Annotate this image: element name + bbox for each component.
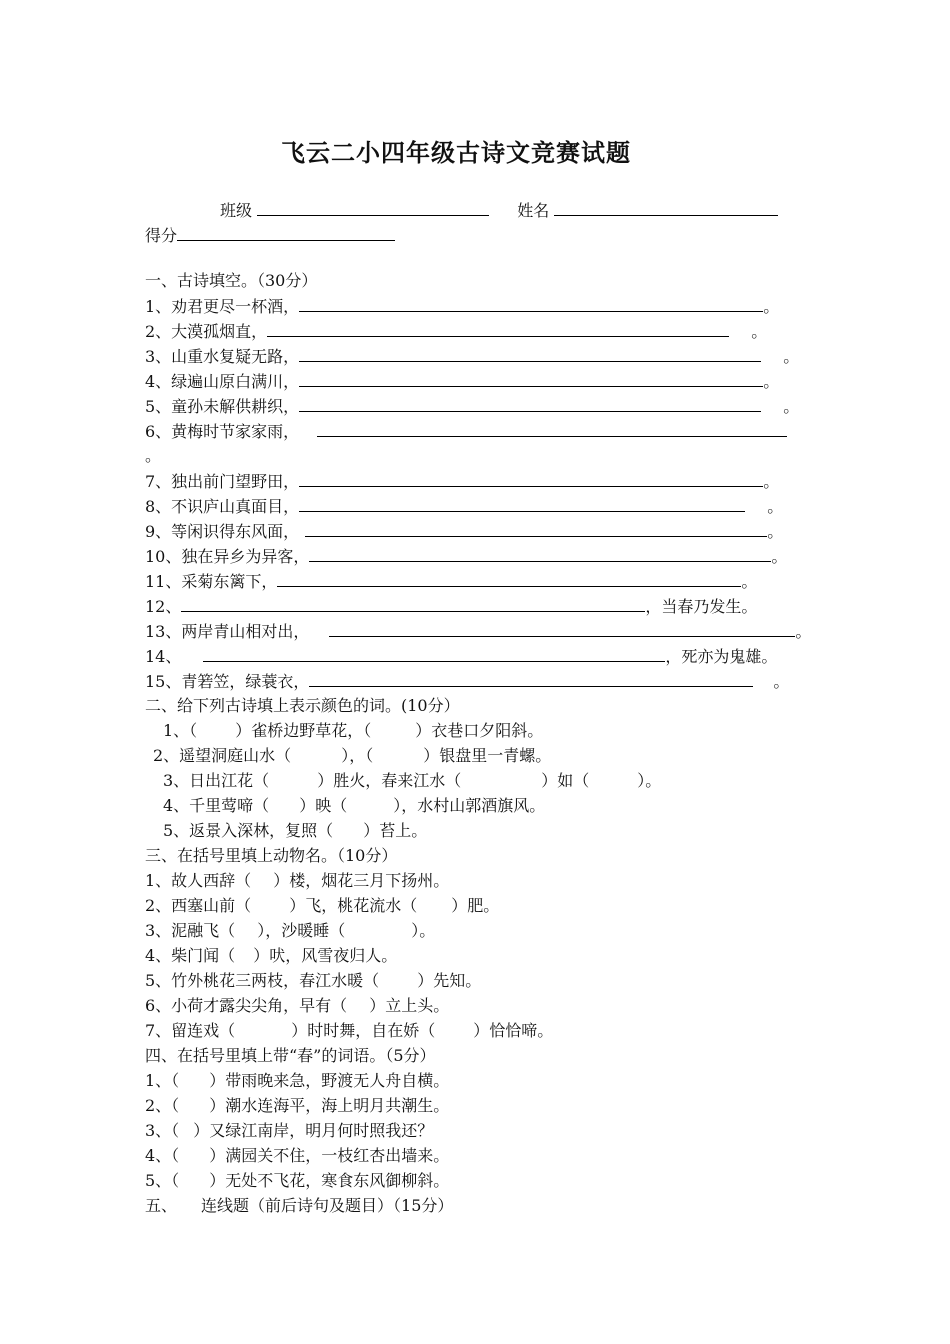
text: 3、日出江花（ bbox=[163, 771, 270, 790]
text: ）胜火，春来江水（ bbox=[317, 771, 462, 790]
text: ）映（ bbox=[299, 796, 348, 815]
poem-6 bbox=[145, 421, 787, 442]
text: ）无处不飞花，寒食东风御柳斜。 bbox=[209, 1171, 450, 1190]
animal-2 bbox=[145, 896, 499, 916]
text: 4、柴门闻（ bbox=[145, 946, 236, 965]
score-blank[interactable] bbox=[177, 225, 395, 241]
text: ）满园关不住，一枝红杏出墙来。 bbox=[209, 1146, 450, 1165]
poem-7 bbox=[145, 471, 779, 492]
text: ）带雨晚来急，野渡无人舟自横。 bbox=[209, 1071, 450, 1090]
poem-4 bbox=[145, 371, 779, 392]
poem-12-tail: ，当春乃发生。 bbox=[645, 597, 758, 616]
section-5-number: 五、 bbox=[145, 1196, 178, 1215]
poem-15-prompt: 15、青箬笠，绿蓑衣， bbox=[145, 672, 310, 691]
period: 。 bbox=[763, 372, 780, 391]
poem-11-prompt: 11、采菊东篱下， bbox=[145, 572, 278, 591]
poem-2 bbox=[145, 321, 767, 342]
period: 。 bbox=[767, 522, 784, 541]
poem-9-blank[interactable] bbox=[305, 521, 767, 537]
animal-6 bbox=[145, 996, 449, 1016]
poem-2-blank[interactable] bbox=[267, 321, 729, 337]
spring-4 bbox=[145, 1146, 449, 1166]
text: ）银盘里一青螺。 bbox=[423, 746, 552, 765]
text: 6、小荷才露尖尖角，早有（ bbox=[145, 996, 348, 1015]
animal-7 bbox=[145, 1021, 553, 1041]
text: 2、（ bbox=[145, 1096, 180, 1115]
spring-5 bbox=[145, 1171, 449, 1191]
color-2 bbox=[153, 746, 551, 766]
poem-8-blank[interactable] bbox=[299, 496, 745, 512]
color-4 bbox=[163, 796, 545, 816]
name-blank[interactable] bbox=[554, 200, 778, 216]
period: 。 bbox=[783, 347, 800, 366]
text: 5、返景入深林，复照（ bbox=[163, 821, 334, 840]
animal-5 bbox=[145, 971, 481, 991]
period: 。 bbox=[763, 472, 780, 491]
poem-15 bbox=[145, 671, 789, 692]
poem-15-blank[interactable] bbox=[309, 671, 753, 687]
class-line bbox=[220, 200, 778, 221]
poem-12-blank[interactable] bbox=[181, 596, 645, 612]
text: 1、故人西辞（ bbox=[145, 871, 252, 890]
poem-13-blank[interactable] bbox=[329, 621, 795, 637]
text: ）潮水连海平，海上明月共潮生。 bbox=[209, 1096, 450, 1115]
text: ），水村山郭酒旗风。 bbox=[393, 796, 546, 815]
text: ）恰恰啼。 bbox=[473, 1021, 554, 1040]
text: ）吠，风雪夜归人。 bbox=[253, 946, 398, 965]
text: 2、西塞山前（ bbox=[145, 896, 252, 915]
text: ），（ bbox=[341, 746, 374, 765]
period: 。 bbox=[741, 572, 758, 591]
text: ）苔上。 bbox=[363, 821, 428, 840]
color-1 bbox=[163, 721, 543, 741]
text: 3、（ bbox=[145, 1121, 180, 1140]
period: 。 bbox=[783, 397, 800, 416]
poem-2-prompt: 2、大漠孤烟直， bbox=[145, 322, 268, 341]
spring-2 bbox=[145, 1096, 449, 1116]
class-blank[interactable] bbox=[257, 200, 489, 216]
poem-12 bbox=[145, 596, 757, 617]
text: ）时时舞，自在娇（ bbox=[291, 1021, 436, 1040]
spring-1 bbox=[145, 1071, 449, 1091]
text: 1、（ bbox=[163, 721, 198, 740]
text: 4、（ bbox=[145, 1146, 180, 1165]
section-1-heading: 一、古诗填空。（30分） bbox=[145, 271, 318, 290]
text: ）又绿江南岸，明月何时照我还？ bbox=[193, 1121, 434, 1140]
text: 5、竹外桃花三两枝，春江水暖（ bbox=[145, 971, 380, 990]
section-4-heading: 四、在括号里填上带“春”的词语。（5分） bbox=[145, 1046, 436, 1065]
color-5 bbox=[163, 821, 427, 841]
page-title: 飞云二小四年级古诗文竞赛试题 bbox=[281, 139, 631, 167]
poem-1-blank[interactable] bbox=[299, 296, 763, 312]
poem-14-blank[interactable] bbox=[203, 646, 665, 662]
period: 。 bbox=[795, 622, 812, 641]
text: ）立上头。 bbox=[369, 996, 450, 1015]
poem-5-blank[interactable] bbox=[299, 396, 761, 412]
poem-1 bbox=[145, 296, 779, 317]
poem-9-prompt: 9、等闲识得东风面， bbox=[145, 522, 300, 541]
text: 4、千里莺啼（ bbox=[163, 796, 270, 815]
poem-13 bbox=[145, 621, 811, 642]
poem-3-prompt: 3、山重水复疑无路， bbox=[145, 347, 300, 366]
poem-6-prompt: 6、黄梅时节家家雨， bbox=[145, 422, 300, 441]
text: 5、（ bbox=[145, 1171, 180, 1190]
period: 。 bbox=[767, 497, 784, 516]
text: ）衣巷口夕阳斜。 bbox=[415, 721, 544, 740]
animal-3 bbox=[145, 921, 435, 941]
poem-12-prompt: 12、 bbox=[145, 597, 182, 616]
poem-5-prompt: 5、童孙未解供耕织， bbox=[145, 397, 300, 416]
text: ）。 bbox=[637, 771, 662, 790]
poem-10-prompt: 10、独在异乡为异客， bbox=[145, 547, 310, 566]
spring-3 bbox=[145, 1121, 433, 1141]
color-3 bbox=[163, 771, 661, 791]
text: ）肥。 bbox=[451, 896, 500, 915]
text: ）雀桥边野草花，（ bbox=[235, 721, 372, 740]
poem-6-end: 。 bbox=[145, 446, 162, 465]
poem-4-prompt: 4、绿遍山原白满川， bbox=[145, 372, 300, 391]
text: ）飞，桃花流水（ bbox=[289, 896, 418, 915]
poem-7-blank[interactable] bbox=[299, 471, 763, 487]
section-2-heading: 二、给下列古诗填上表示颜色的词。(10分） bbox=[145, 696, 460, 715]
period: 。 bbox=[771, 547, 788, 566]
period: 。 bbox=[763, 297, 780, 316]
section-5-heading bbox=[145, 1196, 453, 1216]
text: ）楼，烟花三月下扬州。 bbox=[273, 871, 450, 890]
poem-11-blank[interactable] bbox=[277, 571, 741, 587]
text: ）。 bbox=[411, 921, 436, 940]
period: 。 bbox=[773, 672, 790, 691]
poem-14-tail: ，死亦为鬼雄。 bbox=[665, 647, 778, 666]
text: 2、遥望洞庭山水（ bbox=[153, 746, 292, 765]
text: 1、（ bbox=[145, 1071, 180, 1090]
poem-1-prompt: 1、劝君更尽一杯酒， bbox=[145, 297, 300, 316]
poem-3 bbox=[145, 346, 799, 367]
poem-14-prompt: 14、 bbox=[145, 647, 182, 666]
section-5-text: 连线题（前后诗句及题目）（15分） bbox=[201, 1196, 454, 1215]
text: ）先知。 bbox=[417, 971, 482, 990]
animal-4 bbox=[145, 946, 397, 966]
poem-8-prompt: 8、不识庐山真面目， bbox=[145, 497, 300, 516]
poem-3-blank[interactable] bbox=[299, 346, 761, 362]
poem-10-blank[interactable] bbox=[309, 546, 771, 562]
poem-5 bbox=[145, 396, 799, 417]
poem-14 bbox=[145, 646, 777, 667]
poem-9 bbox=[145, 521, 783, 542]
poem-4-blank[interactable] bbox=[299, 371, 763, 387]
name-label: 姓名 bbox=[517, 201, 550, 220]
score-label: 得分 bbox=[145, 226, 178, 245]
period: 。 bbox=[751, 322, 768, 341]
text: 3、泥融飞（ bbox=[145, 921, 236, 940]
animal-1 bbox=[145, 871, 449, 891]
text: ）如（ bbox=[541, 771, 590, 790]
section-3-heading: 三、在括号里填上动物名。（10分） bbox=[145, 846, 398, 865]
score-line bbox=[145, 225, 395, 246]
poem-6-blank[interactable] bbox=[317, 421, 787, 437]
text: ），沙暖睡（ bbox=[257, 921, 346, 940]
poem-10 bbox=[145, 546, 787, 567]
poem-13-prompt: 13、两岸青山相对出， bbox=[145, 622, 310, 641]
text: 7、留连戏（ bbox=[145, 1021, 236, 1040]
class-label: 班级 bbox=[220, 201, 253, 220]
poem-11 bbox=[145, 571, 757, 592]
poem-8 bbox=[145, 496, 783, 517]
poem-7-prompt: 7、独出前门望野田， bbox=[145, 472, 300, 491]
